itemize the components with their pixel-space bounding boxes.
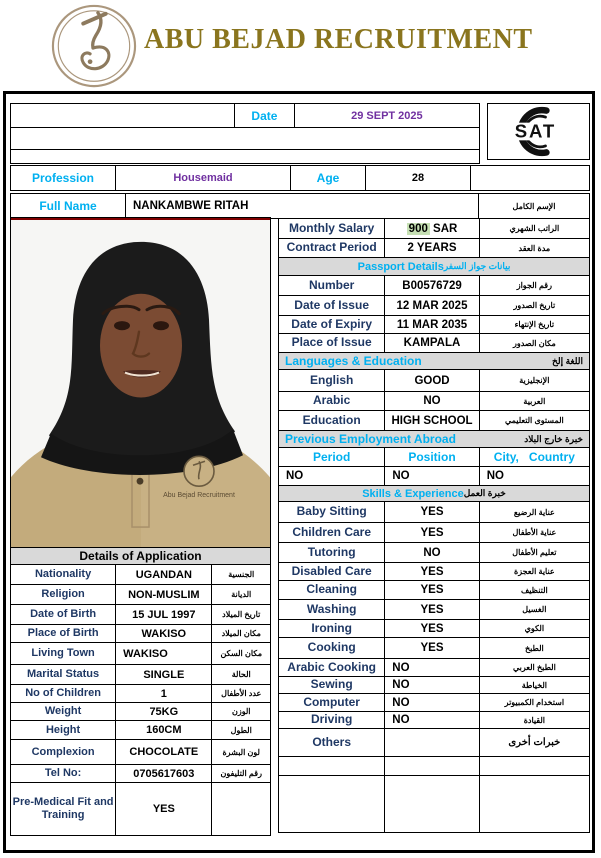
sat-logo-box	[487, 103, 590, 160]
employment-col-header: Position	[385, 448, 479, 467]
field-value: 160CM	[116, 721, 212, 740]
field-value: NO	[385, 392, 479, 411]
date-label: Date	[235, 104, 295, 128]
skill-label-arabic: عناية العجزة	[480, 563, 589, 581]
skill-value: YES	[385, 563, 479, 581]
field-value: CHOCOLATE	[116, 740, 212, 765]
skill-label: Cleaning	[279, 581, 385, 600]
field-label: Weight	[11, 703, 116, 721]
skill-value: NO	[385, 694, 479, 712]
field-label-arabic: تاريخ الإنتهاء	[480, 316, 589, 334]
skill-label: Baby Sitting	[279, 502, 385, 523]
field-label-arabic: الحالة	[212, 665, 270, 685]
salary-currency: SAR	[429, 222, 458, 235]
field-label: Height	[11, 721, 116, 740]
field-value: SINGLE	[116, 665, 212, 685]
salary-value	[385, 219, 479, 239]
empty-cell	[11, 150, 479, 163]
empty-cell	[11, 104, 235, 128]
skill-label: Sewing	[279, 677, 385, 694]
data-table	[278, 218, 590, 833]
fullname-label: Full Name	[11, 194, 126, 218]
skill-label-arabic: عناية الرضيع	[480, 502, 589, 523]
empty-cell	[480, 757, 589, 776]
skill-label-arabic: الكوي	[480, 620, 589, 638]
field-label: No of Children	[11, 685, 116, 703]
passport-section-title-arabic: بيانات جواز السفر	[443, 261, 511, 271]
field-label: Living Town	[11, 643, 116, 665]
field-label: Pre-Medical Fit and Training	[11, 783, 116, 835]
employment-col-header: Period	[279, 448, 385, 467]
field-value: 0705617603	[116, 765, 212, 783]
skill-label: Ironing	[279, 620, 385, 638]
skills-section-header	[279, 486, 589, 502]
svg-text:Abu Bejad Recruitment: Abu Bejad Recruitment	[163, 492, 235, 500]
empty-cell	[279, 776, 385, 832]
skill-value: YES	[385, 600, 479, 620]
skill-label-arabic: التنظيف	[480, 581, 589, 600]
contract-label: Contract Period	[279, 239, 385, 258]
skill-label: Tutoring	[279, 543, 385, 563]
field-label-arabic: تاريخ الميلاد	[212, 605, 270, 625]
skill-value: YES	[385, 523, 479, 543]
field-label-arabic: مكان الميلاد	[212, 625, 270, 643]
employment-section-title-arabic: خبرة خارج البلاد	[524, 433, 583, 444]
details-section-title: Details of Application	[11, 548, 270, 565]
empty-cell	[471, 166, 589, 190]
fullname-label-arabic: الإسم الكامل	[512, 201, 556, 211]
field-label-arabic: الجنسية	[212, 565, 270, 585]
skill-label: Driving	[279, 712, 385, 729]
field-label: Complexion	[11, 740, 116, 765]
others-label-arabic: خبرات أخرى	[480, 729, 589, 757]
empty-cell	[385, 757, 479, 776]
field-label: Tel No:	[11, 765, 116, 783]
abu-bejad-calligraphy-logo-icon	[50, 4, 138, 88]
skill-label-arabic: عناية الأطفال	[480, 523, 589, 543]
skill-label: Cooking	[279, 638, 385, 659]
field-label-arabic: الوزن	[212, 703, 270, 721]
fullname-value: NANKAMBWE RITAH	[126, 194, 479, 218]
skill-label: Arabic Cooking	[279, 659, 385, 677]
skill-label-arabic: الطبخ العربي	[480, 659, 589, 677]
age-label: Age	[291, 166, 366, 190]
skill-label-arabic: الخياطة	[480, 677, 589, 694]
skill-value: YES	[385, 638, 479, 659]
field-label-arabic: لون البشرة	[212, 740, 270, 765]
empty-cell	[11, 128, 479, 150]
skills-section-title: Skills & Experience	[362, 487, 464, 500]
date-table	[10, 103, 480, 164]
field-label-arabic	[212, 783, 270, 835]
profession-value: Housemaid	[116, 166, 291, 190]
languages-section-title: Languages & Education	[285, 354, 422, 368]
field-value: 1	[116, 685, 212, 703]
employment-value: NO	[385, 467, 479, 486]
skill-value: NO	[385, 677, 479, 694]
profession-label: Profession	[11, 166, 116, 190]
field-label-arabic: المستوى التعليمي	[480, 411, 589, 431]
field-value: YES	[116, 783, 212, 835]
empty-cell	[385, 776, 479, 832]
field-value: HIGH SCHOOL	[385, 411, 479, 431]
skill-label: Children Care	[279, 523, 385, 543]
skills-section-title-arabic: خبرة العمل	[463, 488, 506, 498]
field-value: GOOD	[385, 370, 479, 392]
field-label-arabic: تاريخ الصدور	[480, 296, 589, 316]
field-label: Education	[279, 411, 385, 431]
skill-label-arabic: تعليم الأطفال	[480, 543, 589, 563]
skill-value: YES	[385, 502, 479, 523]
date-value: 29 SEPT 2025	[295, 104, 479, 128]
field-label: Nationality	[11, 565, 116, 585]
contract-label-arabic: مدة العقد	[480, 239, 589, 258]
field-label: Religion	[11, 585, 116, 605]
skill-value: YES	[385, 581, 479, 600]
profession-table	[10, 165, 590, 191]
skill-value: NO	[385, 712, 479, 729]
empty-cell	[480, 776, 589, 832]
svg-text:SAT: SAT	[514, 120, 557, 142]
employment-section-header	[279, 431, 589, 448]
field-value: UGANDAN	[116, 565, 212, 585]
employment-col-header: City, Country	[480, 448, 589, 467]
field-label-arabic: الإنجليزية	[480, 370, 589, 392]
applicant-table	[10, 217, 271, 836]
skill-value: NO	[385, 659, 479, 677]
field-value: NON-MUSLIM	[116, 585, 212, 605]
skill-label: Washing	[279, 600, 385, 620]
languages-section-header	[279, 353, 589, 370]
field-label-arabic: الطول	[212, 721, 270, 740]
skill-label: Disabled Care	[279, 563, 385, 581]
field-label: Place of Birth	[11, 625, 116, 643]
skill-label-arabic: القيادة	[480, 712, 589, 729]
field-label-arabic: رقم الجواز	[480, 276, 589, 296]
field-label: Place of Issue	[279, 334, 385, 353]
field-value: WAKISO	[116, 643, 212, 665]
field-label: English	[279, 370, 385, 392]
skill-value: YES	[385, 620, 479, 638]
skill-label: Computer	[279, 694, 385, 712]
field-label: Date of Birth	[11, 605, 116, 625]
salary-label-arabic: الراتب الشهري	[480, 219, 589, 239]
field-value: 75KG	[116, 703, 212, 721]
contract-value: 2 YEARS	[385, 239, 479, 258]
employment-value: NO	[279, 467, 385, 486]
field-label-arabic: العربية	[480, 392, 589, 411]
salary-label: Monthly Salary	[279, 219, 385, 239]
field-label-arabic: رقم التليفون	[212, 765, 270, 783]
empty-cell	[279, 757, 385, 776]
employment-section-title: Previous Employment Abroad	[285, 432, 456, 446]
field-value: 12 MAR 2025	[385, 296, 479, 316]
skill-label-arabic: استخدام الكمبيوتر	[480, 694, 589, 712]
languages-section-title-arabic: اللغة إلخ	[552, 355, 583, 366]
field-label-arabic: الديانة	[212, 585, 270, 605]
fullname-table	[10, 193, 590, 219]
salary-amount-highlight: 900	[408, 222, 428, 235]
field-label: Date of Expiry	[279, 316, 385, 334]
passport-section-header	[279, 258, 589, 276]
field-label: Arabic	[279, 392, 385, 411]
agency-title: ABU BEJAD RECRUITMENT	[144, 24, 533, 55]
others-value	[385, 729, 479, 757]
employment-value: NO	[480, 467, 589, 486]
field-label: Marital Status	[11, 665, 116, 685]
field-label-arabic: مكان السكن	[212, 643, 270, 665]
field-label-arabic: مكان الصدور	[480, 334, 589, 353]
age-value: 28	[366, 166, 471, 190]
skill-label-arabic: الغسيل	[480, 600, 589, 620]
field-value: B00576729	[385, 276, 479, 296]
skill-label-arabic: الطبخ	[480, 638, 589, 659]
applicant-photo	[11, 218, 270, 548]
passport-section-title: Passport Details	[357, 260, 444, 273]
field-value: WAKISO	[116, 625, 212, 643]
sat-logo-icon	[489, 105, 588, 158]
field-value: KAMPALA	[385, 334, 479, 353]
field-label: Number	[279, 276, 385, 296]
field-label-arabic: عدد الأطفال	[212, 685, 270, 703]
field-label: Date of Issue	[279, 296, 385, 316]
others-label: Others	[279, 729, 385, 757]
field-value: 11 MAR 2035	[385, 316, 479, 334]
skill-value: NO	[385, 543, 479, 563]
field-value: 15 JUL 1997	[116, 605, 212, 625]
